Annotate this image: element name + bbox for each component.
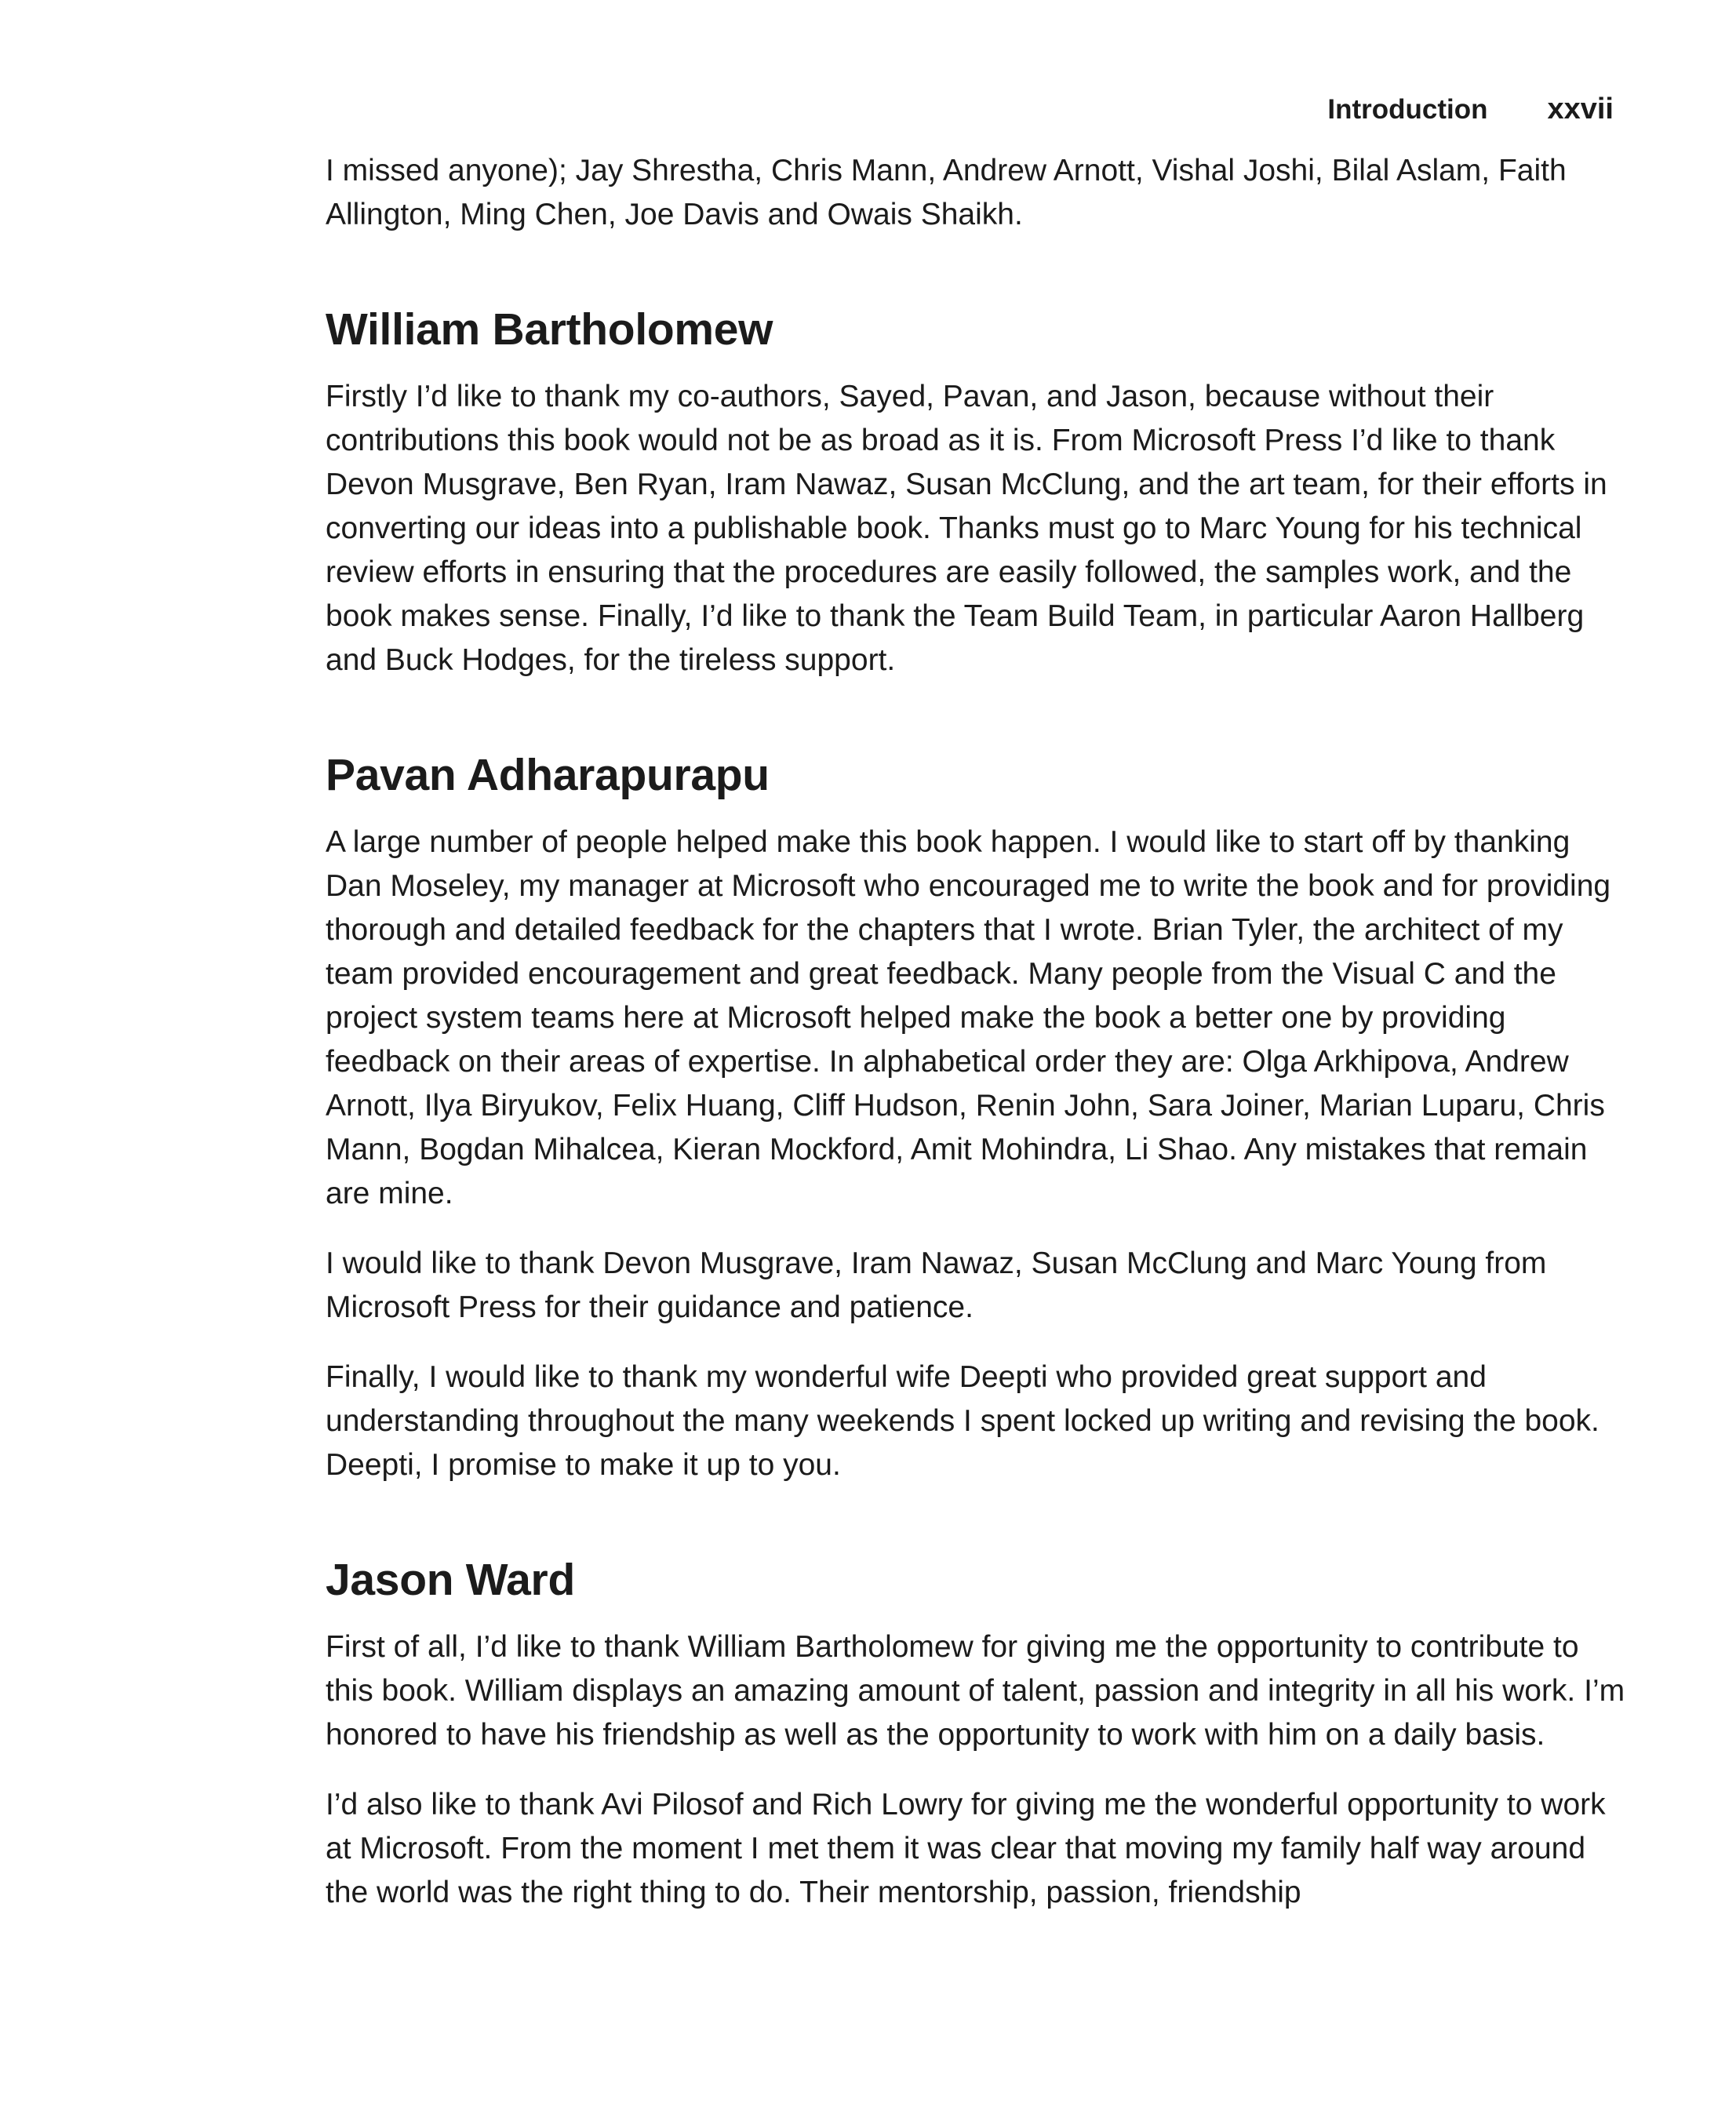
page-content	[326, 149, 1628, 1915]
paragraph: A large number of people helped make this book happen. I would like to start off by thanking Dan Moseley, my manager at Microsoft who encouraged me to write the book and for providing thorough and detailed feedback for the chapters that I wrote. Brian Tyler, the architect of my team provided encouragement and great feedback. Many people from the Visual C and the project system teams here at Microsoft helped make the book a better one by providing feedback on their areas of expertise. In alphabetical order they are: Olga Arkhipova, Andrew Arnott, Ilya Biryukov, Felix Huang, Cliff Hudson, Renin John, Sara Joiner, Marian Luparu, Chris Mann, Bogdan Mihalcea, Kieran Mockford, Amit Mohindra, Li Shao. Any mistakes that remain are mine.	[326, 825, 1611, 1210]
section-heading: Jason Ward	[326, 1555, 575, 1605]
section-heading: Pavan Adharapurapu	[326, 750, 770, 800]
paragraph: I would like to thank Devon Musgrave, Iram Nawaz, Susan McClung and Marc Young from Microsoft Press for their guidance and patience.	[326, 1246, 1547, 1324]
paragraph: First of all, I’d like to thank William Bartholomew for giving me the opportunity to contribute to this book. William displays an amazing amount of talent, passion and integrity in all his work. I’m honored to have his friendship as well as the opportunity to work with him on a daily basis.	[326, 1630, 1625, 1752]
paragraph: Finally, I would like to thank my wonderful wife Deepti who provided great support and understanding throughout the many weekends I spent locked up writing and revising the book. Deepti, I promise to make it up to you.	[326, 1360, 1600, 1482]
opening-paragraph: I missed anyone); Jay Shrestha, Chris Mann, Andrew Arnott, Vishal Joshi, Bilal Aslam, Faith Allington, Ming Chen, Joe Davis and Owais Shaikh.	[326, 154, 1567, 231]
running-head	[1327, 93, 1614, 126]
section-pavan-adharapurapu	[326, 747, 1628, 1487]
page-number: xxvii	[1547, 93, 1614, 126]
paragraph: I’d also like to thank Avi Pilosof and Rich Lowry for giving me the wonderful opportunity to work at Microsoft. From the moment I met them it was clear that moving my family half way around the world was the right thing to do. Their mentorship, passion, friendship	[326, 1788, 1606, 1909]
section-jason-ward	[326, 1552, 1628, 1915]
section-heading: William Bartholomew	[326, 304, 773, 355]
paragraph: Firstly I’d like to thank my co-authors, Sayed, Pavan, and Jason, because without their contributions this book would not be as broad as it is. From Microsoft Press I’d like to thank Devon Musgrave, Ben Ryan, Iram Nawaz, Susan McClung, and the art team, for their efforts in converting our ideas into a publishable book. Thanks must go to Marc Young for his technical review efforts in ensuring that the procedures are easily followed, the samples work, and the book makes sense. Finally, I’d like to thank the Team Build Team, in particular Aaron Hallberg and Buck Hodges, for the tireless support.	[326, 380, 1607, 677]
section-william-bartholomew	[326, 301, 1628, 682]
running-head-section: Introduction	[1327, 94, 1488, 125]
